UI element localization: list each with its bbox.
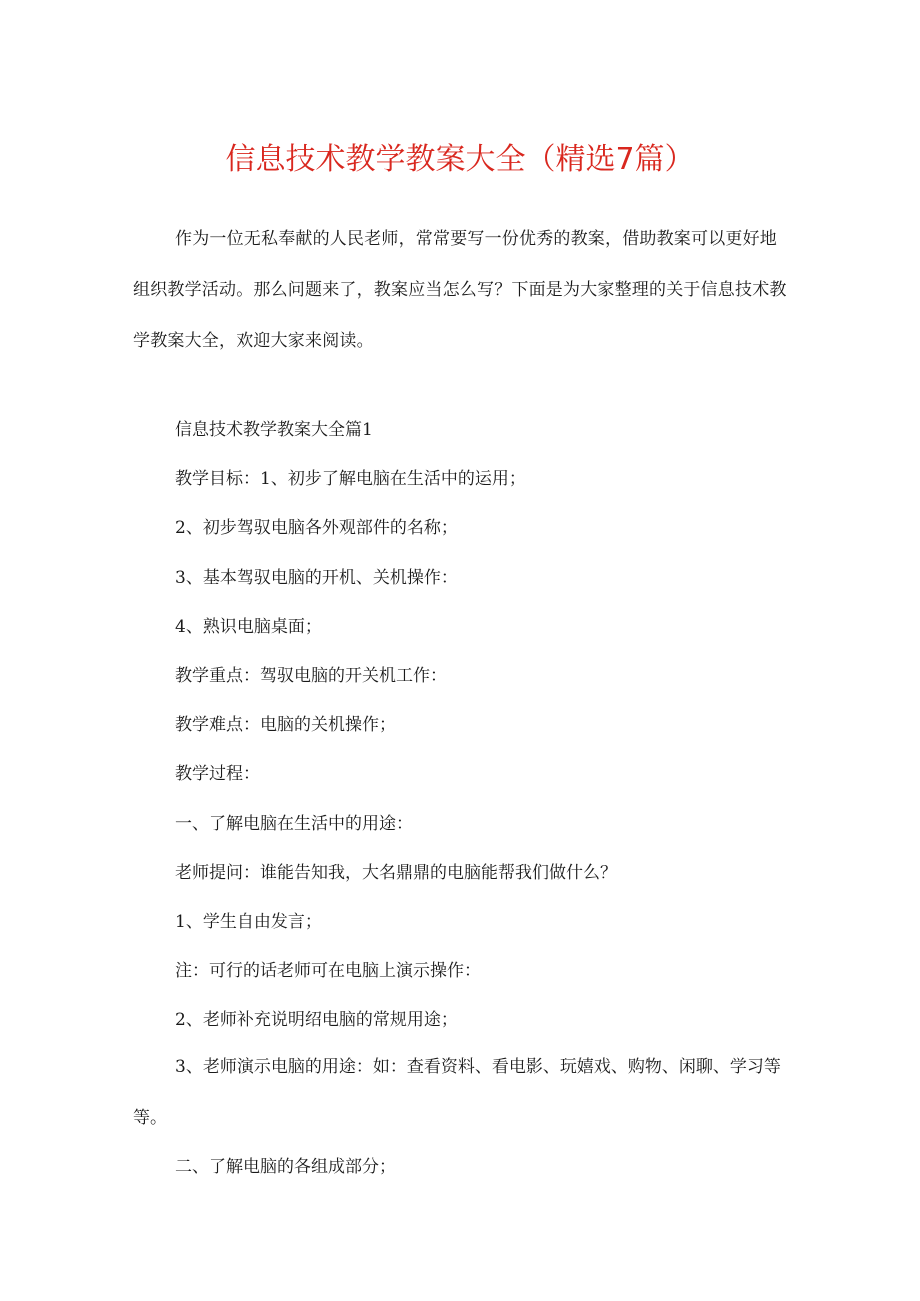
- text-line: 1、学生自由发言；: [175, 912, 322, 932]
- section-heading: 信息技术教学教案大全篇1: [175, 420, 373, 440]
- text-line: 2、初步驾驭电脑各外观部件的名称；: [175, 518, 458, 538]
- text-line: 老师提问：谁能告知我，大名鼎鼎的电脑能帮我们做什么？: [175, 863, 617, 883]
- text-line: 3、基本驾驭电脑的开机、关机操作：: [175, 568, 458, 588]
- text-line: 二、了解电脑的各组成部分；: [175, 1157, 396, 1177]
- intro-paragraph: 作为一位无私奉献的人民老师，常常要写一份优秀的教案，借助教案可以更好地组织教学活动。那么问题来了，教案应当怎么写？下面是为大家整理的关于信息技术教学教案大全，欢迎大家来阅读。: [133, 229, 787, 351]
- text-line: 注：可行的话老师可在电脑上演示操作：: [175, 961, 481, 981]
- text-line: 教学重点：驾驭电脑的开关机工作：: [175, 666, 447, 686]
- text-line: 2、老师补充说明绍电脑的常规用途；: [175, 1010, 458, 1030]
- usage-paragraph: 3、老师演示电脑的用途：如：查看资料、看电影、玩嬉戏、购物、闲聊、学习等等。: [133, 1057, 781, 1128]
- document-title: 信息技术教学教案大全（精选7篇）: [225, 142, 695, 177]
- text-line: 一、了解电脑在生活中的用途：: [175, 814, 413, 834]
- text-line: 教学难点：电脑的关机操作；: [175, 715, 396, 735]
- text-line: 教学目标：1、初步了解电脑在生活中的运用；: [175, 469, 526, 489]
- text-line: 教学过程：: [175, 764, 260, 784]
- text-line: 4、熟识电脑桌面；: [175, 617, 322, 637]
